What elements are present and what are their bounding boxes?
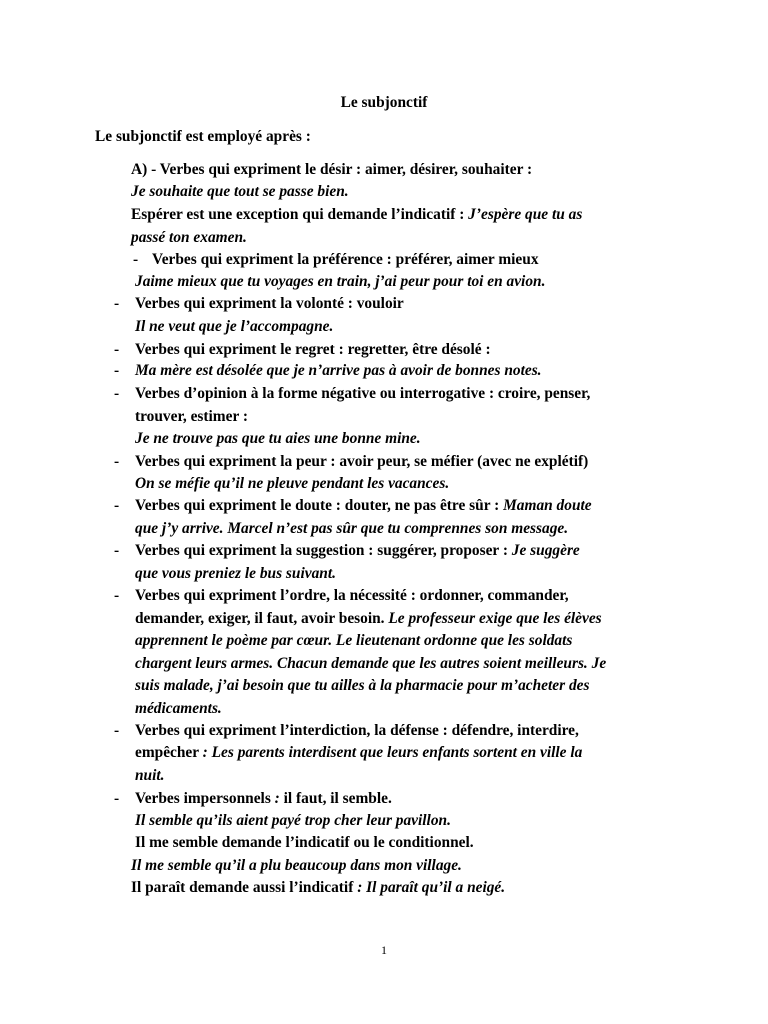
text-line: trouver, estimer : bbox=[135, 408, 248, 425]
example-span: J’espère que tu as bbox=[468, 206, 583, 223]
text-line bbox=[131, 878, 505, 898]
example-line: nuit. bbox=[135, 767, 165, 784]
example-line: que vous preniez le bus suivant. bbox=[135, 565, 336, 582]
text-span: demander, exiger, il faut, avoir besoin. bbox=[135, 610, 389, 627]
page-title: Le subjonctif bbox=[340, 94, 428, 111]
text-line: Verbes qui expriment la volonté : vouloir bbox=[135, 295, 404, 312]
example-line: Je souhaite que tout se passe bien. bbox=[131, 183, 349, 200]
text-line: Verbes qui expriment le regret : regretter, être désolé : bbox=[135, 341, 491, 358]
example-line: passé ton examen. bbox=[131, 229, 247, 246]
text-span: Espérer est une exception qui demande l’indicatif : bbox=[131, 206, 469, 223]
bullet-dash: - bbox=[133, 251, 139, 268]
text-span: Verbes qui expriment le doute : douter, ne pas être sûr : bbox=[135, 497, 504, 514]
text-line: A) - Verbes qui expriment le désir : aimer, désirer, souhaiter : bbox=[131, 161, 533, 178]
example-line: médicaments. bbox=[135, 700, 222, 717]
example-line: que j’y arrive. Marcel n’est pas sûr que tu comprennes son message. bbox=[135, 520, 569, 537]
text-line: Verbes qui expriment la peur : avoir peur, se méfier (avec ne explétif) bbox=[135, 453, 589, 470]
bullet-dash: - bbox=[114, 385, 120, 402]
example-line: Il semble qu’ils aient payé trop cher leur pavillon. bbox=[135, 812, 451, 829]
example-span: Maman doute bbox=[503, 497, 592, 514]
bullet-dash: - bbox=[114, 497, 120, 514]
text-line bbox=[135, 789, 392, 809]
text-line: Verbes qui expriment l’ordre, la nécessité : ordonner, commander, bbox=[135, 587, 569, 604]
text-line bbox=[135, 743, 582, 763]
example-line: Ma mère est désolée que je n’arrive pas à avoir de bonnes notes. bbox=[135, 362, 542, 379]
text-line: Verbes qui expriment l’interdiction, la défense : défendre, interdire, bbox=[135, 722, 579, 739]
example-span: : bbox=[274, 790, 280, 807]
text-line bbox=[135, 496, 592, 516]
example-line: On se méfie qu’il ne pleuve pendant les vacances. bbox=[135, 475, 450, 492]
bullet-dash: - bbox=[114, 587, 120, 604]
text-span: il faut, il semble. bbox=[279, 790, 392, 807]
bullet-dash: - bbox=[114, 341, 120, 358]
bullet-dash: - bbox=[114, 722, 120, 739]
bullet-dash: - bbox=[114, 295, 120, 312]
text-line bbox=[131, 205, 582, 225]
example-line: suis malade, j’ai besoin que tu ailles à la pharmacie pour m’acheter des bbox=[135, 677, 590, 694]
text-line: Verbes qui expriment la préférence : préférer, aimer mieux bbox=[152, 251, 539, 268]
example-span: : Il paraît qu’il a neigé. bbox=[357, 879, 506, 896]
text-line bbox=[135, 609, 602, 629]
text-line bbox=[135, 541, 580, 561]
example-span: Le professeur exige que les élèves bbox=[388, 610, 602, 627]
example-line: Il me semble qu’il a plu beaucoup dans mon village. bbox=[131, 857, 462, 874]
text-span: Verbes impersonnels bbox=[135, 790, 275, 807]
bullet-dash: - bbox=[114, 542, 120, 559]
example-line: apprennent le poème par cœur. Le lieutenant ordonne que les soldats bbox=[135, 632, 573, 649]
example-line: Je ne trouve pas que tu aies une bonne mine. bbox=[135, 430, 421, 447]
bullet-dash: - bbox=[114, 790, 120, 807]
text-span: Il paraît demande aussi l’indicatif bbox=[131, 879, 358, 896]
example-line: chargent leurs armes. Chacun demande que les autres soient meilleurs. Je bbox=[135, 655, 607, 672]
intro-line: Le subjonctif est employé après : bbox=[95, 128, 311, 145]
example-line: Jaime mieux que tu voyages en train, j’ai peur pour toi en avion. bbox=[135, 273, 546, 290]
example-span: : Les parents interdisent que leurs enfants sortent en ville la bbox=[202, 744, 583, 761]
bullet-dash: - bbox=[114, 362, 120, 379]
example-span: Je suggère bbox=[511, 542, 580, 559]
text-span: empêcher bbox=[135, 744, 203, 761]
text-span: Verbes qui expriment la suggestion : suggérer, proposer : bbox=[135, 542, 512, 559]
page-number: 1 bbox=[381, 943, 387, 957]
text-line: Il me semble demande l’indicatif ou le conditionnel. bbox=[135, 834, 474, 851]
text-line: Verbes d’opinion à la forme négative ou interrogative : croire, penser, bbox=[135, 385, 591, 402]
example-line: Il ne veut que je l’accompagne. bbox=[135, 318, 334, 335]
bullet-dash: - bbox=[114, 453, 120, 470]
